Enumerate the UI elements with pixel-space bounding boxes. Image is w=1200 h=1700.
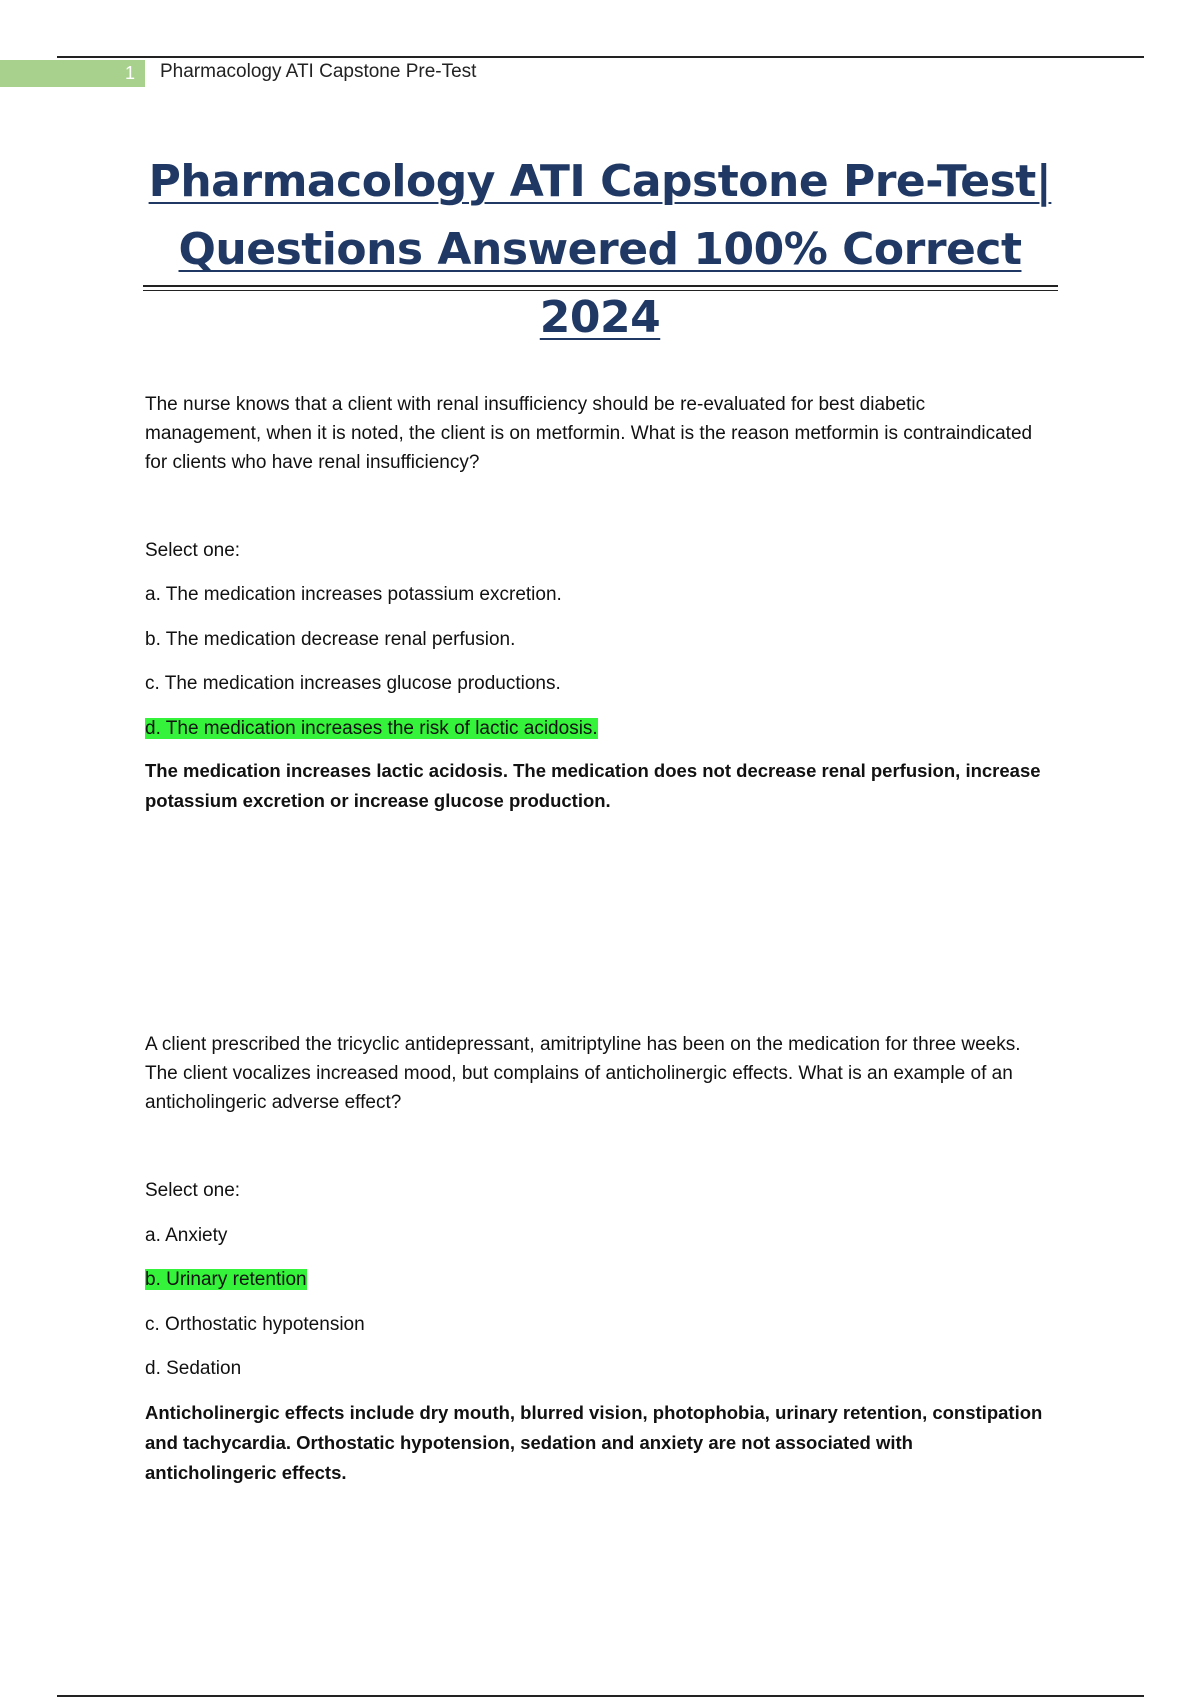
question-1 [145, 390, 1045, 816]
document-title [140, 148, 1060, 352]
question-2-option-c: c. Orthostatic hypotension [145, 1314, 365, 1335]
question-2-rationale: Anticholinergic effects include dry mouth, blurred vision, photophobia, urinary retention, constipation and tachycardia. Orthostatic hypotension, sedation and anxiety are not associated with anticholingeric effects. [145, 1402, 1043, 1483]
header-rule [57, 56, 1144, 58]
question-2-select-label: Select one: [145, 1180, 241, 1201]
question-1-stem: The nurse knows that a client with renal insufficiency should be re-evaluated for best diabetic management, when it is noted, the client is on metformin. What is the reason metformin is contraindicated for clients who have renal insufficiency? [145, 394, 1033, 473]
question-2 [145, 1030, 1045, 1488]
correct-answer-highlight: b. Urinary retention [145, 1269, 307, 1290]
correct-answer-highlight: d. The medication increases the risk of lactic acidosis. [145, 718, 598, 739]
title-double-rule-bottom [143, 290, 1058, 291]
question-2-stem: A client prescribed the tricyclic antidepressant, amitriptyline has been on the medication for three weeks. The client vocalizes increased mood, but complains of anticholinergic effects. What is an example of an anticholingeric adverse effect? [145, 1034, 1021, 1113]
question-1-select-label: Select one: [145, 540, 241, 561]
question-1-option-b: b. The medication decrease renal perfusion. [145, 629, 516, 650]
document-title-line-1: Pharmacology ATI Capstone Pre-Test| [148, 156, 1052, 207]
running-header-title: Pharmacology ATI Capstone Pre-Test [160, 61, 477, 82]
question-1-option-c: c. The medication increases glucose productions. [145, 673, 561, 694]
document-title-line-2: Questions Answered 100% Correct 2024 [178, 224, 1022, 343]
page-number-tab [0, 60, 145, 87]
question-2-option-d: d. Sedation [145, 1358, 242, 1379]
footer-rule [57, 1695, 1144, 1697]
page-number: 1 [124, 63, 135, 83]
title-double-rule-top [143, 285, 1058, 287]
question-1-option-a: a. The medication increases potassium excretion. [145, 584, 562, 605]
question-2-option-a: a. Anxiety [145, 1225, 228, 1246]
question-2-option-b-correct [145, 1267, 1045, 1293]
question-1-rationale: The medication increases lactic acidosis. The medication does not decrease renal perfusion, increase potassium excretion or increase glucose production. [145, 760, 1041, 811]
question-1-option-d-correct [145, 716, 1045, 742]
